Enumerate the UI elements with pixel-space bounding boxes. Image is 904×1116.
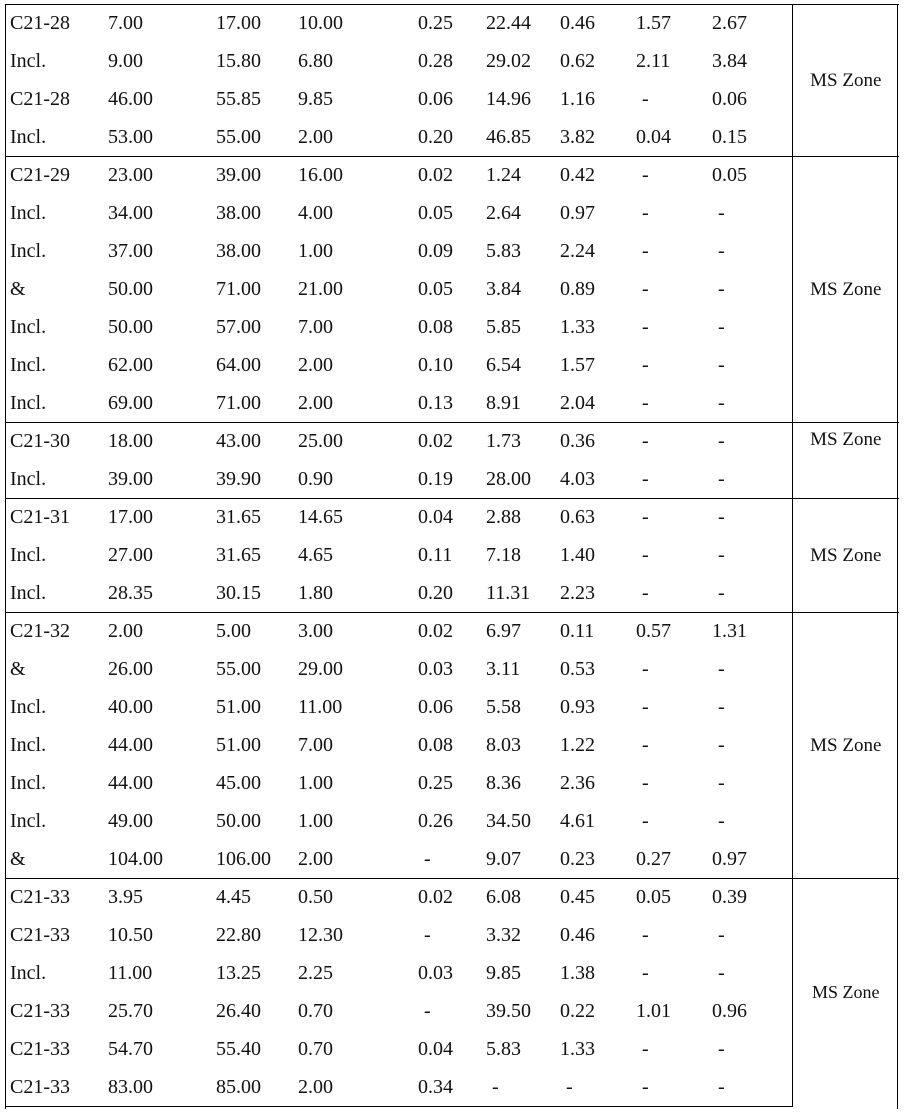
cell-col-h: - <box>642 354 649 376</box>
cell-to: 13.25 <box>216 962 261 984</box>
cell-to: 26.40 <box>216 1000 261 1022</box>
assay-results-table <box>5 4 899 1107</box>
cell-col-f: 14.96 <box>486 88 531 110</box>
cell-col-g: 0.46 <box>560 924 595 946</box>
cell-to: 39.00 <box>211 157 293 195</box>
cell-col-h: - <box>642 316 649 338</box>
table-row <box>5 841 899 879</box>
cell-to: 55.85 <box>216 88 261 110</box>
cell-col-e: 0.08 <box>418 316 453 338</box>
cell-length: 0.90 <box>298 467 333 490</box>
cell-hole-id: Incl. <box>10 467 47 490</box>
cell-hole-id: C21-33 <box>5 879 103 917</box>
cell-col-i: - <box>718 734 725 756</box>
cell-to: 39.90 <box>216 467 261 490</box>
table-row <box>5 955 899 993</box>
cell-length: 2.00 <box>293 1069 413 1107</box>
cell-from: 53.00 <box>108 125 153 148</box>
cell-from: 44.00 <box>108 734 153 756</box>
cell-length: 9.85 <box>298 88 333 110</box>
table-row <box>5 727 899 765</box>
cell-col-e: 0.20 <box>418 581 453 604</box>
cell-col-f: 3.84 <box>486 278 521 300</box>
cell-from: 34.00 <box>108 202 153 224</box>
cell-length: 1.00 <box>298 240 333 262</box>
cell-col-h: - <box>642 240 649 262</box>
cell-col-h: 2.11 <box>636 50 671 72</box>
cell-length: 7.00 <box>298 734 333 756</box>
cell-hole-id: Incl. <box>10 581 47 604</box>
cell-col-f: 34.50 <box>486 810 531 832</box>
cell-col-e: 0.04 <box>418 1038 453 1060</box>
cell-col-i: 2.67 <box>707 5 792 43</box>
cell-hole-id: Incl. <box>10 354 47 376</box>
cell-col-h: - <box>642 962 649 984</box>
cell-length: 10.00 <box>293 5 413 43</box>
table-row <box>5 309 899 347</box>
cell-col-i: - <box>718 278 725 300</box>
cell-col-g: 1.38 <box>560 962 595 984</box>
cell-col-g: 0.22 <box>560 1000 595 1022</box>
table-row <box>5 347 899 385</box>
cell-col-g: 2.36 <box>560 772 595 794</box>
cell-col-g: 0.89 <box>560 278 595 300</box>
cell-hole-id: Incl. <box>10 962 47 984</box>
cell-length: 0.70 <box>298 1000 333 1022</box>
cell-from: 28.35 <box>108 581 153 604</box>
cell-from: 69.00 <box>108 391 153 414</box>
cell-col-f: 39.50 <box>486 1000 531 1022</box>
table-row <box>5 765 899 803</box>
cell-col-i: 0.05 <box>707 157 792 195</box>
cell-from: 18.00 <box>103 423 211 461</box>
cell-col-i: - <box>718 658 725 680</box>
cell-col-i: 1.31 <box>707 613 792 651</box>
cell-col-h: 0.05 <box>631 879 707 917</box>
table-body <box>5 5 899 1107</box>
cell-col-f: 6.08 <box>481 879 555 917</box>
cell-hole-id: Incl. <box>10 202 47 224</box>
cell-col-e: 0.02 <box>413 613 481 651</box>
cell-length: 4.00 <box>298 202 333 224</box>
cell-col-f: 22.44 <box>481 5 555 43</box>
table-row <box>5 461 899 499</box>
cell-col-h: - <box>631 423 707 461</box>
cell-col-e: 0.04 <box>413 499 481 537</box>
cell-col-h: - <box>631 499 707 537</box>
zone-label: MS Zone <box>792 157 899 423</box>
cell-from: 54.70 <box>108 1038 153 1060</box>
cell-hole-id: Incl. <box>10 316 47 338</box>
cell-col-f: 8.91 <box>486 391 521 414</box>
table-row <box>5 157 899 195</box>
cell-from: 9.00 <box>108 50 143 72</box>
cell-length: 29.00 <box>298 658 343 680</box>
cell-col-e: 0.06 <box>418 696 453 718</box>
cell-hole-id: & <box>10 658 26 680</box>
cell-col-i: - <box>718 696 725 718</box>
cell-col-h: - <box>642 658 649 680</box>
cell-col-i: - <box>718 1038 725 1060</box>
cell-length: 2.25 <box>298 962 333 984</box>
cell-col-i: - <box>718 391 725 414</box>
table-row <box>5 803 899 841</box>
cell-col-i: - <box>718 581 725 604</box>
cell-length: 1.00 <box>298 810 333 832</box>
cell-col-e: 0.26 <box>418 810 453 832</box>
cell-length: 1.00 <box>298 772 333 794</box>
cell-col-i: - <box>718 810 725 832</box>
cell-col-i: - <box>718 240 725 262</box>
cell-hole-id: Incl. <box>10 391 47 414</box>
table-row <box>5 5 899 43</box>
cell-col-i: - <box>718 772 725 794</box>
cell-col-f: 5.58 <box>486 696 521 718</box>
cell-col-f: 9.07 <box>486 847 521 870</box>
cell-col-i: 0.97 <box>712 847 747 870</box>
cell-col-e: 0.06 <box>418 88 453 110</box>
cell-col-g: 0.42 <box>555 157 631 195</box>
cell-col-f: 6.54 <box>486 354 521 376</box>
zone-label: MS Zone <box>792 613 899 879</box>
cell-to: 30.15 <box>216 581 261 604</box>
cell-length: 21.00 <box>298 278 343 300</box>
cell-col-f: 2.88 <box>481 499 555 537</box>
cell-col-g: 1.33 <box>560 1038 595 1060</box>
cell-col-g: 4.03 <box>560 467 595 490</box>
cell-hole-id: Incl. <box>10 734 47 756</box>
cell-to: 43.00 <box>211 423 293 461</box>
cell-length: 2.00 <box>298 391 333 414</box>
cell-col-h: 0.27 <box>636 847 671 870</box>
cell-to: 17.00 <box>211 5 293 43</box>
cell-to: 55.00 <box>216 125 261 148</box>
cell-col-e: 0.09 <box>418 240 453 262</box>
cell-to: 71.00 <box>216 278 261 300</box>
cell-col-g: 2.04 <box>560 391 595 414</box>
cell-to: 50.00 <box>216 810 261 832</box>
cell-to: 55.40 <box>216 1038 261 1060</box>
cell-col-e: 0.08 <box>418 734 453 756</box>
cell-hole-id: C21-32 <box>5 613 103 651</box>
cell-col-f: 46.85 <box>486 125 531 148</box>
cell-col-g: 0.97 <box>560 202 595 224</box>
cell-hole-id: C21-29 <box>5 157 103 195</box>
cell-to: 15.80 <box>216 50 261 72</box>
cell-to: 64.00 <box>216 354 261 376</box>
cell-col-h: - <box>642 924 649 946</box>
cell-from: 104.00 <box>108 847 163 870</box>
cell-from: 40.00 <box>108 696 153 718</box>
cell-col-h: - <box>642 772 649 794</box>
cell-col-g: 2.23 <box>560 581 595 604</box>
cell-col-h: - <box>642 391 649 414</box>
cell-length: 1.80 <box>298 581 333 604</box>
cell-from: 44.00 <box>108 772 153 794</box>
cell-col-i: 0.15 <box>712 125 747 148</box>
cell-col-e: 0.03 <box>418 658 453 680</box>
cell-to: 5.00 <box>211 613 293 651</box>
cell-col-g: 0.62 <box>560 50 595 72</box>
table-row <box>5 1031 899 1069</box>
cell-col-f: 2.64 <box>486 202 521 224</box>
cell-col-f: 29.02 <box>486 50 531 72</box>
cell-col-i: 3.84 <box>712 50 747 72</box>
cell-col-f: 5.85 <box>486 316 521 338</box>
cell-from: 39.00 <box>108 467 153 490</box>
table-row <box>5 271 899 309</box>
cell-length: 2.00 <box>298 354 333 376</box>
cell-col-f: 5.83 <box>486 240 521 262</box>
cell-hole-id: C21-30 <box>5 423 103 461</box>
cell-col-i: - <box>707 499 792 537</box>
table-row <box>5 423 899 461</box>
table-row <box>5 233 899 271</box>
cell-from: 2.00 <box>103 613 211 651</box>
table-row <box>5 575 899 613</box>
cell-col-f: 9.85 <box>486 962 521 984</box>
cell-col-g: 0.23 <box>560 847 595 870</box>
cell-col-h: - <box>642 581 649 604</box>
cell-length: 16.00 <box>293 157 413 195</box>
cell-to: 55.00 <box>216 658 261 680</box>
cell-col-e: 0.28 <box>418 50 453 72</box>
cell-col-e: 0.34 <box>413 1069 481 1107</box>
cell-to: 85.00 <box>211 1069 293 1107</box>
cell-length: 0.70 <box>298 1038 333 1060</box>
cell-to: 106.00 <box>216 847 271 870</box>
cell-col-f: 5.83 <box>486 1038 521 1060</box>
cell-from: 26.00 <box>108 658 153 680</box>
cell-col-h: - <box>642 202 649 224</box>
cell-to: 38.00 <box>216 240 261 262</box>
cell-col-h: - <box>631 157 707 195</box>
cell-col-f: 7.18 <box>486 544 521 566</box>
zone-label: MS Zone <box>792 5 899 157</box>
cell-col-e: - <box>424 924 431 946</box>
cell-from: 46.00 <box>108 88 153 110</box>
cell-hole-id: Incl. <box>10 810 47 832</box>
cell-col-g: 4.61 <box>560 810 595 832</box>
cell-from: 25.70 <box>108 1000 153 1022</box>
cell-col-h: - <box>642 810 649 832</box>
cell-col-g: - <box>555 1069 631 1107</box>
table-row <box>5 613 899 651</box>
cell-col-i: - <box>718 316 725 338</box>
table-row <box>5 499 899 537</box>
cell-col-g: 3.82 <box>560 125 595 148</box>
cell-col-e: 0.03 <box>418 962 453 984</box>
cell-from: 50.00 <box>108 278 153 300</box>
cell-col-i: - <box>718 354 725 376</box>
cell-col-g: 1.16 <box>560 88 595 110</box>
table-row <box>5 1069 899 1107</box>
cell-col-f: 3.11 <box>486 658 521 680</box>
cell-from: 23.00 <box>103 157 211 195</box>
cell-col-f: 3.32 <box>486 924 521 946</box>
cell-col-g: 0.45 <box>555 879 631 917</box>
cell-col-e: 0.02 <box>413 157 481 195</box>
cell-col-e: 0.10 <box>418 354 453 376</box>
cell-col-h: 0.04 <box>636 125 671 148</box>
cell-hole-id: C21-33 <box>5 1069 103 1107</box>
cell-col-g: 1.40 <box>560 544 595 566</box>
cell-col-g: 0.63 <box>555 499 631 537</box>
cell-to: 38.00 <box>216 202 261 224</box>
cell-to: 51.00 <box>216 696 261 718</box>
cell-hole-id: Incl. <box>10 772 47 794</box>
cell-col-f: 28.00 <box>486 467 531 490</box>
cell-length: 2.00 <box>298 125 333 148</box>
cell-length: 3.00 <box>293 613 413 651</box>
cell-col-e: 0.02 <box>413 423 481 461</box>
cell-from: 3.95 <box>103 879 211 917</box>
cell-col-e: 0.25 <box>418 772 453 794</box>
cell-from: 37.00 <box>108 240 153 262</box>
cell-col-f: 8.36 <box>486 772 521 794</box>
cell-hole-id: Incl. <box>10 50 47 72</box>
cell-col-f: - <box>481 1069 555 1107</box>
cell-col-i: 0.06 <box>712 88 747 110</box>
cell-to: 31.65 <box>211 499 293 537</box>
cell-col-i: - <box>718 544 725 566</box>
cell-col-g: 0.11 <box>555 613 631 651</box>
cell-col-e: 0.25 <box>413 5 481 43</box>
table-row <box>5 537 899 575</box>
cell-col-h: - <box>642 734 649 756</box>
cell-col-f: 1.24 <box>481 157 555 195</box>
cell-col-g: 0.53 <box>560 658 595 680</box>
cell-to: 71.00 <box>216 391 261 414</box>
table-row <box>5 917 899 955</box>
cell-col-f: 6.97 <box>481 613 555 651</box>
cell-length: 0.50 <box>293 879 413 917</box>
cell-from: 17.00 <box>103 499 211 537</box>
cell-col-g: 0.36 <box>555 423 631 461</box>
cell-to: 22.80 <box>216 924 261 946</box>
cell-col-e: 0.05 <box>418 278 453 300</box>
table-row <box>5 879 899 917</box>
cell-to: 57.00 <box>216 316 261 338</box>
zone-label: MS Zone <box>792 879 899 1107</box>
cell-col-g: 0.46 <box>555 5 631 43</box>
cell-to: 45.00 <box>216 772 261 794</box>
table-row <box>5 385 899 423</box>
cell-from: 27.00 <box>108 544 153 566</box>
cell-hole-id: C21-28 <box>10 88 70 110</box>
cell-length: 4.65 <box>298 544 333 566</box>
zone-label: MS Zone <box>792 423 899 499</box>
cell-hole-id: C21-31 <box>5 499 103 537</box>
cell-length: 14.65 <box>293 499 413 537</box>
cell-col-i: - <box>718 962 725 984</box>
cell-hole-id: & <box>10 847 26 870</box>
cell-from: 50.00 <box>108 316 153 338</box>
cell-to: 31.65 <box>216 544 261 566</box>
cell-length: 7.00 <box>298 316 333 338</box>
cell-col-i: 0.39 <box>707 879 792 917</box>
cell-col-g: 1.22 <box>560 734 595 756</box>
cell-length: 12.30 <box>298 924 343 946</box>
table-row <box>5 195 899 233</box>
cell-col-i: - <box>718 467 725 490</box>
cell-from: 49.00 <box>108 810 153 832</box>
cell-col-e: 0.19 <box>418 467 453 490</box>
cell-col-e: 0.13 <box>418 391 453 414</box>
cell-col-i: - <box>718 202 725 224</box>
cell-col-g: 2.24 <box>560 240 595 262</box>
cell-from: 11.00 <box>108 962 153 984</box>
table-row <box>5 689 899 727</box>
cell-col-h: - <box>642 1038 649 1060</box>
cell-hole-id: C21-33 <box>10 924 70 946</box>
table-row <box>5 81 899 119</box>
cell-hole-id: Incl. <box>10 696 47 718</box>
cell-hole-id: & <box>10 278 26 300</box>
cell-hole-id: C21-28 <box>5 5 103 43</box>
table-row <box>5 651 899 689</box>
cell-col-h: - <box>642 544 649 566</box>
cell-col-e: 0.05 <box>418 202 453 224</box>
cell-to: 51.00 <box>216 734 261 756</box>
cell-col-i: - <box>718 924 725 946</box>
cell-col-h: - <box>642 88 649 110</box>
cell-col-i: - <box>707 423 792 461</box>
cell-from: 10.50 <box>108 924 153 946</box>
cell-hole-id: C21-33 <box>10 1000 70 1022</box>
cell-col-h: - <box>631 1069 707 1107</box>
cell-col-h: 0.57 <box>631 613 707 651</box>
cell-length: 11.00 <box>298 696 343 718</box>
cell-length: 2.00 <box>298 847 333 870</box>
cell-col-e: 0.20 <box>418 125 453 148</box>
cell-hole-id: C21-33 <box>10 1038 70 1060</box>
cell-col-f: 8.03 <box>486 734 521 756</box>
cell-col-e: - <box>424 847 431 870</box>
cell-hole-id: Incl. <box>10 544 47 566</box>
cell-col-i: - <box>707 1069 792 1107</box>
cell-col-f: 11.31 <box>486 581 531 604</box>
cell-length: 25.00 <box>293 423 413 461</box>
cell-col-h: - <box>642 278 649 300</box>
cell-from: 62.00 <box>108 354 153 376</box>
table-row <box>5 119 899 157</box>
table-row <box>5 993 899 1031</box>
cell-col-i: 0.96 <box>712 1000 747 1022</box>
cell-length: 6.80 <box>298 50 333 72</box>
cell-col-f: 1.73 <box>481 423 555 461</box>
cell-col-h: 1.57 <box>631 5 707 43</box>
cell-col-g: 1.57 <box>560 354 595 376</box>
cell-col-h: - <box>642 467 649 490</box>
cell-col-e: 0.11 <box>418 544 453 566</box>
cell-hole-id: Incl. <box>10 240 47 262</box>
cell-from: 7.00 <box>103 5 211 43</box>
table-row <box>5 43 899 81</box>
cell-hole-id: Incl. <box>10 125 47 148</box>
cell-col-e: - <box>424 1000 431 1022</box>
cell-col-g: 0.93 <box>560 696 595 718</box>
cell-col-e: 0.02 <box>413 879 481 917</box>
cell-from: 83.00 <box>103 1069 211 1107</box>
zone-label: MS Zone <box>792 499 899 613</box>
cell-col-h: - <box>642 696 649 718</box>
cell-col-h: 1.01 <box>636 1000 671 1022</box>
cell-to: 4.45 <box>211 879 293 917</box>
cell-col-g: 1.33 <box>560 316 595 338</box>
